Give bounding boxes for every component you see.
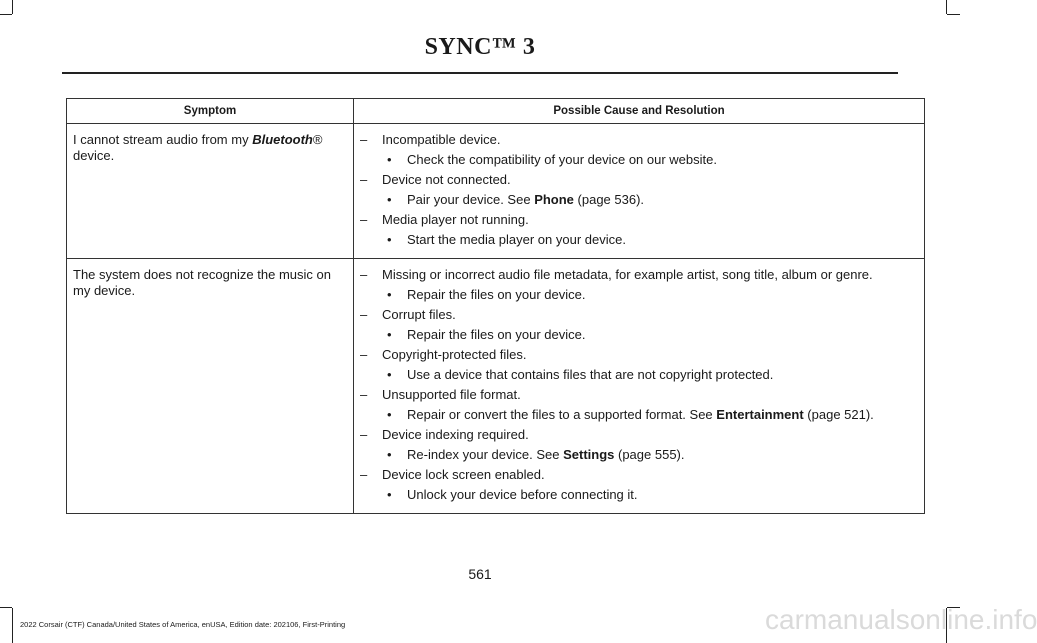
bullet-marker: • (387, 487, 392, 502)
bullet-marker: • (387, 192, 392, 207)
cause-item (360, 307, 918, 323)
cause-text: Corrupt files. (382, 307, 456, 322)
watermark: carmanualsonline.info (765, 604, 1037, 635)
cause-item (360, 132, 918, 148)
dash-marker: – (360, 387, 368, 402)
header-rule (62, 72, 898, 74)
crop-mark-top-left-v (12, 0, 13, 14)
phone-reference-link[interactable]: Phone (534, 192, 574, 207)
cause-text: Device indexing required. (382, 427, 529, 442)
bullet-marker: • (387, 447, 392, 462)
edition-footer: 2022 Corsair (CTF) Canada/United States of America, enUSA, Edition date: 202106, First-Printing (20, 620, 346, 629)
bullet-marker: • (387, 152, 392, 167)
resolution-item (360, 447, 918, 463)
cause-resolution-cell (354, 259, 925, 514)
resolution-text: Unlock your device before connecting it. (407, 487, 638, 502)
symptom-text: The system does not recognize the music on my device. (73, 267, 331, 298)
dash-marker: – (360, 307, 368, 322)
column-header-symptom: Symptom (67, 99, 354, 124)
symptom-text-start: I cannot stream audio from my (73, 132, 253, 147)
symptom-text (73, 132, 347, 164)
bullet-marker: • (387, 407, 392, 422)
resolution-item (360, 152, 918, 168)
crop-mark-top-right-h (947, 14, 960, 15)
dash-marker: – (360, 427, 368, 442)
cause-item (360, 172, 918, 188)
bullet-marker: • (387, 367, 392, 382)
crop-mark-top-left-h (0, 14, 12, 15)
resolution-item (360, 367, 918, 383)
bullet-marker: • (387, 287, 392, 302)
cause-text: Media player not running. (382, 212, 529, 227)
cause-text: Device lock screen enabled. (382, 467, 545, 482)
resolution-text: Re-index your device. See Settings (page 555). (407, 447, 685, 462)
resolution-text: Pair your device. See Phone (page 536). (407, 192, 645, 207)
symptom-cell (67, 259, 354, 514)
cause-item (360, 212, 918, 228)
resolution-item (360, 407, 918, 423)
resolution-text: Start the media player on your device. (407, 232, 626, 247)
page-number: 561 (468, 566, 492, 582)
table-header-row (67, 99, 925, 124)
cause-text: Incompatible device. (382, 132, 501, 147)
crop-mark-bottom-left-v (12, 608, 13, 643)
symptom-text-end: ® device. (73, 132, 323, 163)
column-header-cause-resolution: Possible Cause and Resolution (354, 99, 925, 124)
resolution-item (360, 192, 918, 208)
cause-item (360, 387, 918, 403)
bullet-marker: • (387, 327, 392, 342)
dash-marker: – (360, 347, 368, 362)
resolution-item (360, 327, 918, 343)
cause-item (360, 467, 918, 483)
cause-text: Missing or incorrect audio file metadata, for example artist, song title, album or genre. (382, 267, 873, 282)
troubleshooting-table (66, 98, 925, 514)
entertainment-reference-link[interactable]: Entertainment (716, 407, 804, 422)
table-row (67, 124, 925, 259)
dash-marker: – (360, 267, 368, 282)
resolution-item (360, 232, 918, 248)
dash-marker: – (360, 172, 368, 187)
resolution-text: Repair the files on your device. (407, 287, 586, 302)
resolution-text: Use a device that contains files that are not copyright protected. (407, 367, 774, 382)
dash-marker: – (360, 467, 368, 482)
settings-reference-link[interactable]: Settings (563, 447, 615, 462)
page-header-title: SYNC™ 3 (424, 34, 536, 60)
cause-text: Copyright-protected files. (382, 347, 527, 362)
table-row (67, 259, 925, 514)
crop-mark-bottom-left-h (0, 607, 12, 608)
dash-marker: – (360, 132, 368, 147)
resolution-item (360, 287, 918, 303)
crop-mark-top-right-v (946, 0, 947, 14)
bullet-marker: • (387, 232, 392, 247)
cause-text: Unsupported file format. (382, 387, 521, 402)
dash-marker: – (360, 212, 368, 227)
symptom-cell (67, 124, 354, 259)
cause-resolution-cell (354, 124, 925, 259)
resolution-text: Repair or convert the files to a supported format. See Entertainment (page 521). (407, 407, 874, 422)
resolution-item (360, 487, 918, 503)
cause-text: Device not connected. (382, 172, 511, 187)
cause-item (360, 427, 918, 443)
resolution-text: Repair the files on your device. (407, 327, 586, 342)
cause-item (360, 347, 918, 363)
cause-item (360, 267, 918, 283)
resolution-text: Check the compatibility of your device on our website. (407, 152, 717, 167)
bluetooth-term: Bluetooth (252, 132, 313, 147)
